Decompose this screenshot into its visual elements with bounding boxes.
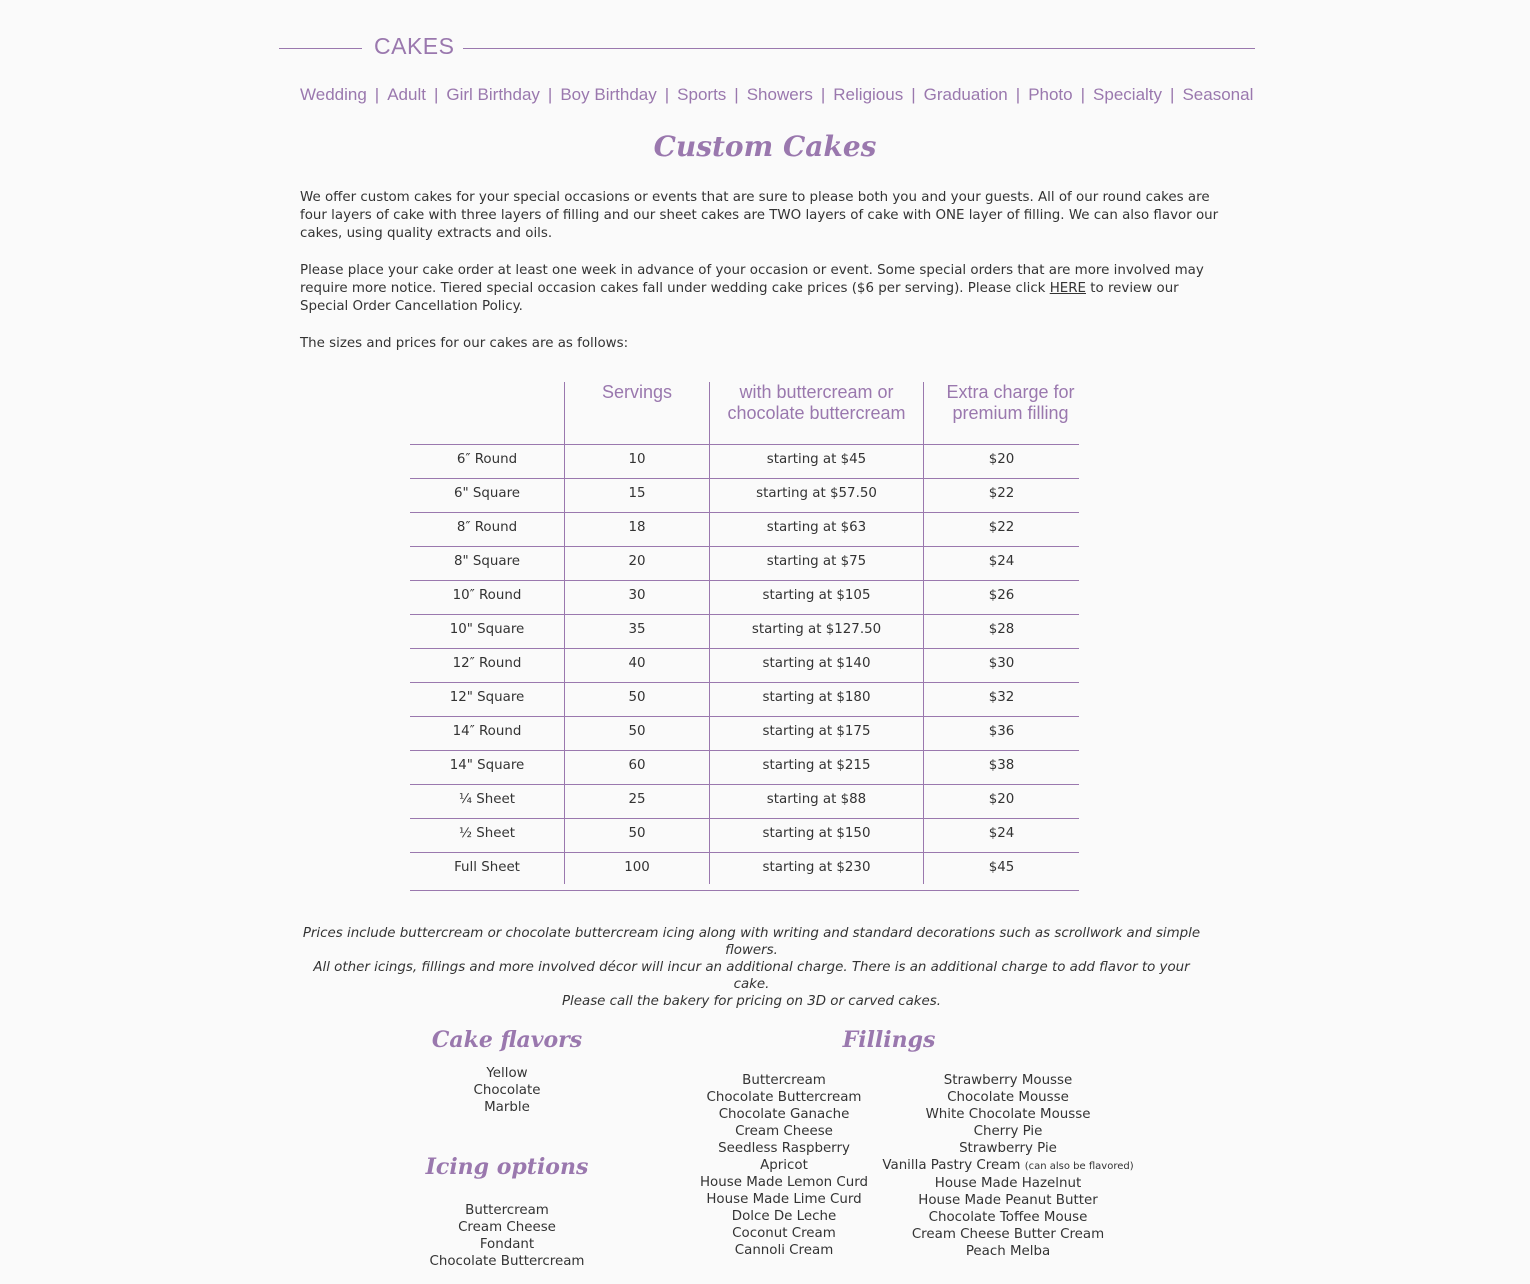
cell-servings: 30 xyxy=(628,588,646,603)
flavor-item: Yellow xyxy=(486,1066,528,1081)
icing-options-list xyxy=(407,1202,607,1270)
cell-premium-charge: $26 xyxy=(988,588,1015,603)
cell-servings: 25 xyxy=(628,792,646,807)
header-servings: Servings xyxy=(601,382,673,402)
nav-separator: | xyxy=(374,85,380,104)
pricing-note-line: All other icings, fillings and more involved décor will incur an additional charge. There is an additional charge to add flavor to your cake. xyxy=(313,960,1190,992)
fillings-heading: Fillings xyxy=(842,1027,936,1053)
filling-item: Peach Melba xyxy=(965,1244,1051,1259)
icing-options-heading: Icing options xyxy=(425,1154,589,1180)
nav-item-graduation[interactable]: Graduation xyxy=(923,85,1008,104)
cell-servings: 15 xyxy=(628,486,646,501)
cell-size: 12″ Round xyxy=(452,656,522,671)
filling-item: Chocolate Mousse xyxy=(947,1090,1069,1105)
icing-item: Fondant xyxy=(479,1237,535,1252)
cell-servings: 40 xyxy=(628,656,646,671)
section-header xyxy=(279,30,1255,66)
order-text: Please place your cake order at least one week in advance of your occasion or event. Some special orders that are more involved may require more notice. Tiered special occasion cakes fall under wedding cake prices ($6 per serving). Please click xyxy=(300,263,1204,296)
nav-item-adult[interactable]: Adult xyxy=(387,85,426,104)
cell-price: starting at $230 xyxy=(762,860,871,875)
table-row-divider xyxy=(410,614,1079,615)
cell-premium-charge: $20 xyxy=(988,792,1015,807)
cell-size: ¼ Sheet xyxy=(459,792,515,807)
nav-item-girl-birthday[interactable]: Girl Birthday xyxy=(446,85,540,104)
cell-price: starting at $215 xyxy=(762,758,871,773)
icing-item: Buttercream xyxy=(465,1203,549,1218)
header-divider-left xyxy=(279,48,362,49)
cell-price: starting at $127.50 xyxy=(751,622,882,637)
cell-size: 14″ Round xyxy=(452,724,522,739)
pricing-note xyxy=(300,925,1203,1010)
filling-item: House Made Hazelnut xyxy=(934,1176,1082,1191)
filling-item: Cream Cheese xyxy=(735,1124,833,1139)
cell-price: starting at $105 xyxy=(762,588,871,603)
nav-separator: | xyxy=(1015,85,1021,104)
intro-paragraph: We offer custom cakes for your special occasions or events that are sure to please both you and your guests. All of our round cakes are four layers of cake with three layers of filling and our sheet cakes are TWO layers of cake with ONE layer of filling. We can also flavor our cakes, using quality extracts and oils. xyxy=(300,190,1219,241)
table-row-divider xyxy=(410,750,1079,751)
filling-item: White Chocolate Mousse xyxy=(925,1107,1091,1122)
flavor-item: Marble xyxy=(484,1100,530,1115)
cake-flavors-list xyxy=(407,1065,607,1116)
cell-price: starting at $180 xyxy=(762,690,871,705)
table-row-divider xyxy=(410,784,1079,785)
nav-item-specialty[interactable]: Specialty xyxy=(1093,85,1163,104)
pricing-note-line: Please call the bakery for pricing on 3D or carved cakes. xyxy=(561,994,942,1009)
cell-premium-charge: $45 xyxy=(988,860,1015,875)
nav-item-boy-birthday[interactable]: Boy Birthday xyxy=(560,85,657,104)
cell-premium-charge: $30 xyxy=(988,656,1015,671)
cell-price: starting at $63 xyxy=(766,520,867,535)
cell-size: Full Sheet xyxy=(454,860,520,875)
filling-item: Vanilla Pastry Cream (can also be flavored) xyxy=(882,1158,1134,1173)
nav-separator: | xyxy=(1080,85,1086,104)
table-row-divider xyxy=(410,648,1079,649)
nav-item-showers[interactable]: Showers xyxy=(746,85,813,104)
cell-premium-charge: $28 xyxy=(988,622,1015,637)
icing-item: Cream Cheese xyxy=(458,1220,556,1235)
table-row-divider xyxy=(410,682,1079,683)
header-divider-right xyxy=(463,48,1255,49)
order-text-end: to review our Special Order Cancellation Policy. xyxy=(300,281,1179,314)
header-buttercream-price: with buttercream or chocolate buttercream xyxy=(727,382,906,423)
nav-separator: | xyxy=(734,85,739,104)
nav-item-sports[interactable]: Sports xyxy=(677,85,727,104)
cell-size: 10″ Round xyxy=(452,588,522,603)
price-table xyxy=(410,380,1080,892)
cell-size: 6″ Round xyxy=(456,452,518,467)
nav-item-seasonal[interactable]: Seasonal xyxy=(1182,85,1254,104)
nav-separator: | xyxy=(664,85,670,104)
cell-size: 10" Square xyxy=(449,622,525,637)
cell-price: starting at $150 xyxy=(762,826,871,841)
filling-item: Coconut Cream xyxy=(732,1226,836,1241)
cell-premium-charge: $24 xyxy=(988,554,1015,569)
nav-separator: | xyxy=(547,85,553,104)
cell-servings: 20 xyxy=(628,554,646,569)
category-nav xyxy=(300,85,1254,109)
cell-size: 8" Square xyxy=(453,554,521,569)
header-premium-filling: Extra charge for premium filling xyxy=(946,382,1075,423)
custom-cakes-heading: Custom Cakes xyxy=(653,130,877,163)
filling-item: Chocolate Buttercream xyxy=(706,1090,862,1105)
table-row-divider xyxy=(410,716,1079,717)
filling-item: House Made Lemon Curd xyxy=(699,1175,869,1190)
sizes-intro: The sizes and prices for our cakes are as follows: xyxy=(300,336,629,351)
cell-servings: 10 xyxy=(628,452,646,467)
page-title: CAKES xyxy=(374,33,455,59)
cell-premium-charge: $22 xyxy=(988,520,1015,535)
filling-item: Apricot xyxy=(760,1158,808,1173)
cell-price: starting at $57.50 xyxy=(756,486,877,501)
cell-price: starting at $88 xyxy=(766,792,867,807)
cell-servings: 50 xyxy=(628,690,646,705)
filling-item: Strawberry Pie xyxy=(959,1141,1057,1156)
flavor-item: Chocolate xyxy=(473,1083,541,1098)
cell-premium-charge: $24 xyxy=(988,826,1015,841)
order-paragraph xyxy=(300,262,1230,316)
filling-item: Strawberry Mousse xyxy=(943,1073,1073,1088)
table-row-divider xyxy=(410,512,1079,513)
filling-item: Cream Cheese Butter Cream xyxy=(911,1227,1105,1242)
cell-size: 12" Square xyxy=(449,690,525,705)
filling-item: Seedless Raspberry xyxy=(718,1141,850,1156)
cell-premium-charge: $32 xyxy=(988,690,1015,705)
table-row-divider xyxy=(410,852,1079,853)
cell-price: starting at $45 xyxy=(766,452,867,467)
filling-item: Dolce De Leche xyxy=(731,1209,837,1224)
cell-price: starting at $75 xyxy=(766,554,867,569)
cell-size: ½ Sheet xyxy=(459,826,515,841)
fillings-list-right xyxy=(868,1072,1148,1260)
cell-premium-charge: $36 xyxy=(988,724,1015,739)
nav-item-religious[interactable]: Religious xyxy=(833,85,904,104)
cake-flavors-heading: Cake flavors xyxy=(431,1027,583,1053)
nav-separator: | xyxy=(433,85,439,104)
filling-item: Chocolate Ganache xyxy=(718,1107,850,1122)
table-row-divider xyxy=(410,444,1079,445)
filling-item: House Made Lime Curd xyxy=(706,1192,862,1207)
cell-servings: 60 xyxy=(628,758,646,773)
cell-premium-charge: $22 xyxy=(988,486,1015,501)
table-row-divider xyxy=(410,818,1079,819)
nav-separator: | xyxy=(911,85,916,104)
nav-item-photo[interactable]: Photo xyxy=(1028,85,1073,104)
filling-item: Chocolate Toffee Mouse xyxy=(928,1210,1088,1225)
cell-price: starting at $175 xyxy=(762,724,871,739)
nav-item-wedding[interactable]: Wedding xyxy=(300,85,367,104)
cell-servings: 18 xyxy=(628,520,646,535)
cancellation-policy-link[interactable]: HERE xyxy=(1049,281,1086,296)
cell-servings: 35 xyxy=(628,622,646,637)
filling-item: Cherry Pie xyxy=(973,1124,1043,1139)
flavor-note: (can also be flavored) xyxy=(1024,1161,1134,1172)
filling-item: Cannoli Cream xyxy=(734,1243,834,1258)
cell-premium-charge: $20 xyxy=(988,452,1015,467)
icing-item: Chocolate Buttercream xyxy=(429,1254,585,1269)
nav-separator: | xyxy=(1170,85,1175,104)
cell-size: 6" Square xyxy=(453,486,521,501)
table-row-divider xyxy=(410,478,1079,479)
cell-size: 8″ Round xyxy=(456,520,518,535)
pricing-note-line: Prices include buttercream or chocolate buttercream icing along with writing and standard decorations such as scrollwork and simple flowers. xyxy=(302,926,1201,958)
table-row-divider xyxy=(410,580,1079,581)
nav-separator: | xyxy=(820,85,826,104)
cell-servings: 50 xyxy=(628,724,646,739)
cell-servings: 100 xyxy=(624,860,650,875)
filling-item: House Made Peanut Butter xyxy=(918,1193,1098,1208)
cell-servings: 50 xyxy=(628,826,646,841)
cell-price: starting at $140 xyxy=(762,656,871,671)
table-row-divider xyxy=(410,546,1079,547)
filling-item: Buttercream xyxy=(742,1073,826,1088)
table-row-divider xyxy=(410,890,1079,891)
cell-size: 14" Square xyxy=(449,758,525,773)
cell-premium-charge: $38 xyxy=(988,758,1015,773)
